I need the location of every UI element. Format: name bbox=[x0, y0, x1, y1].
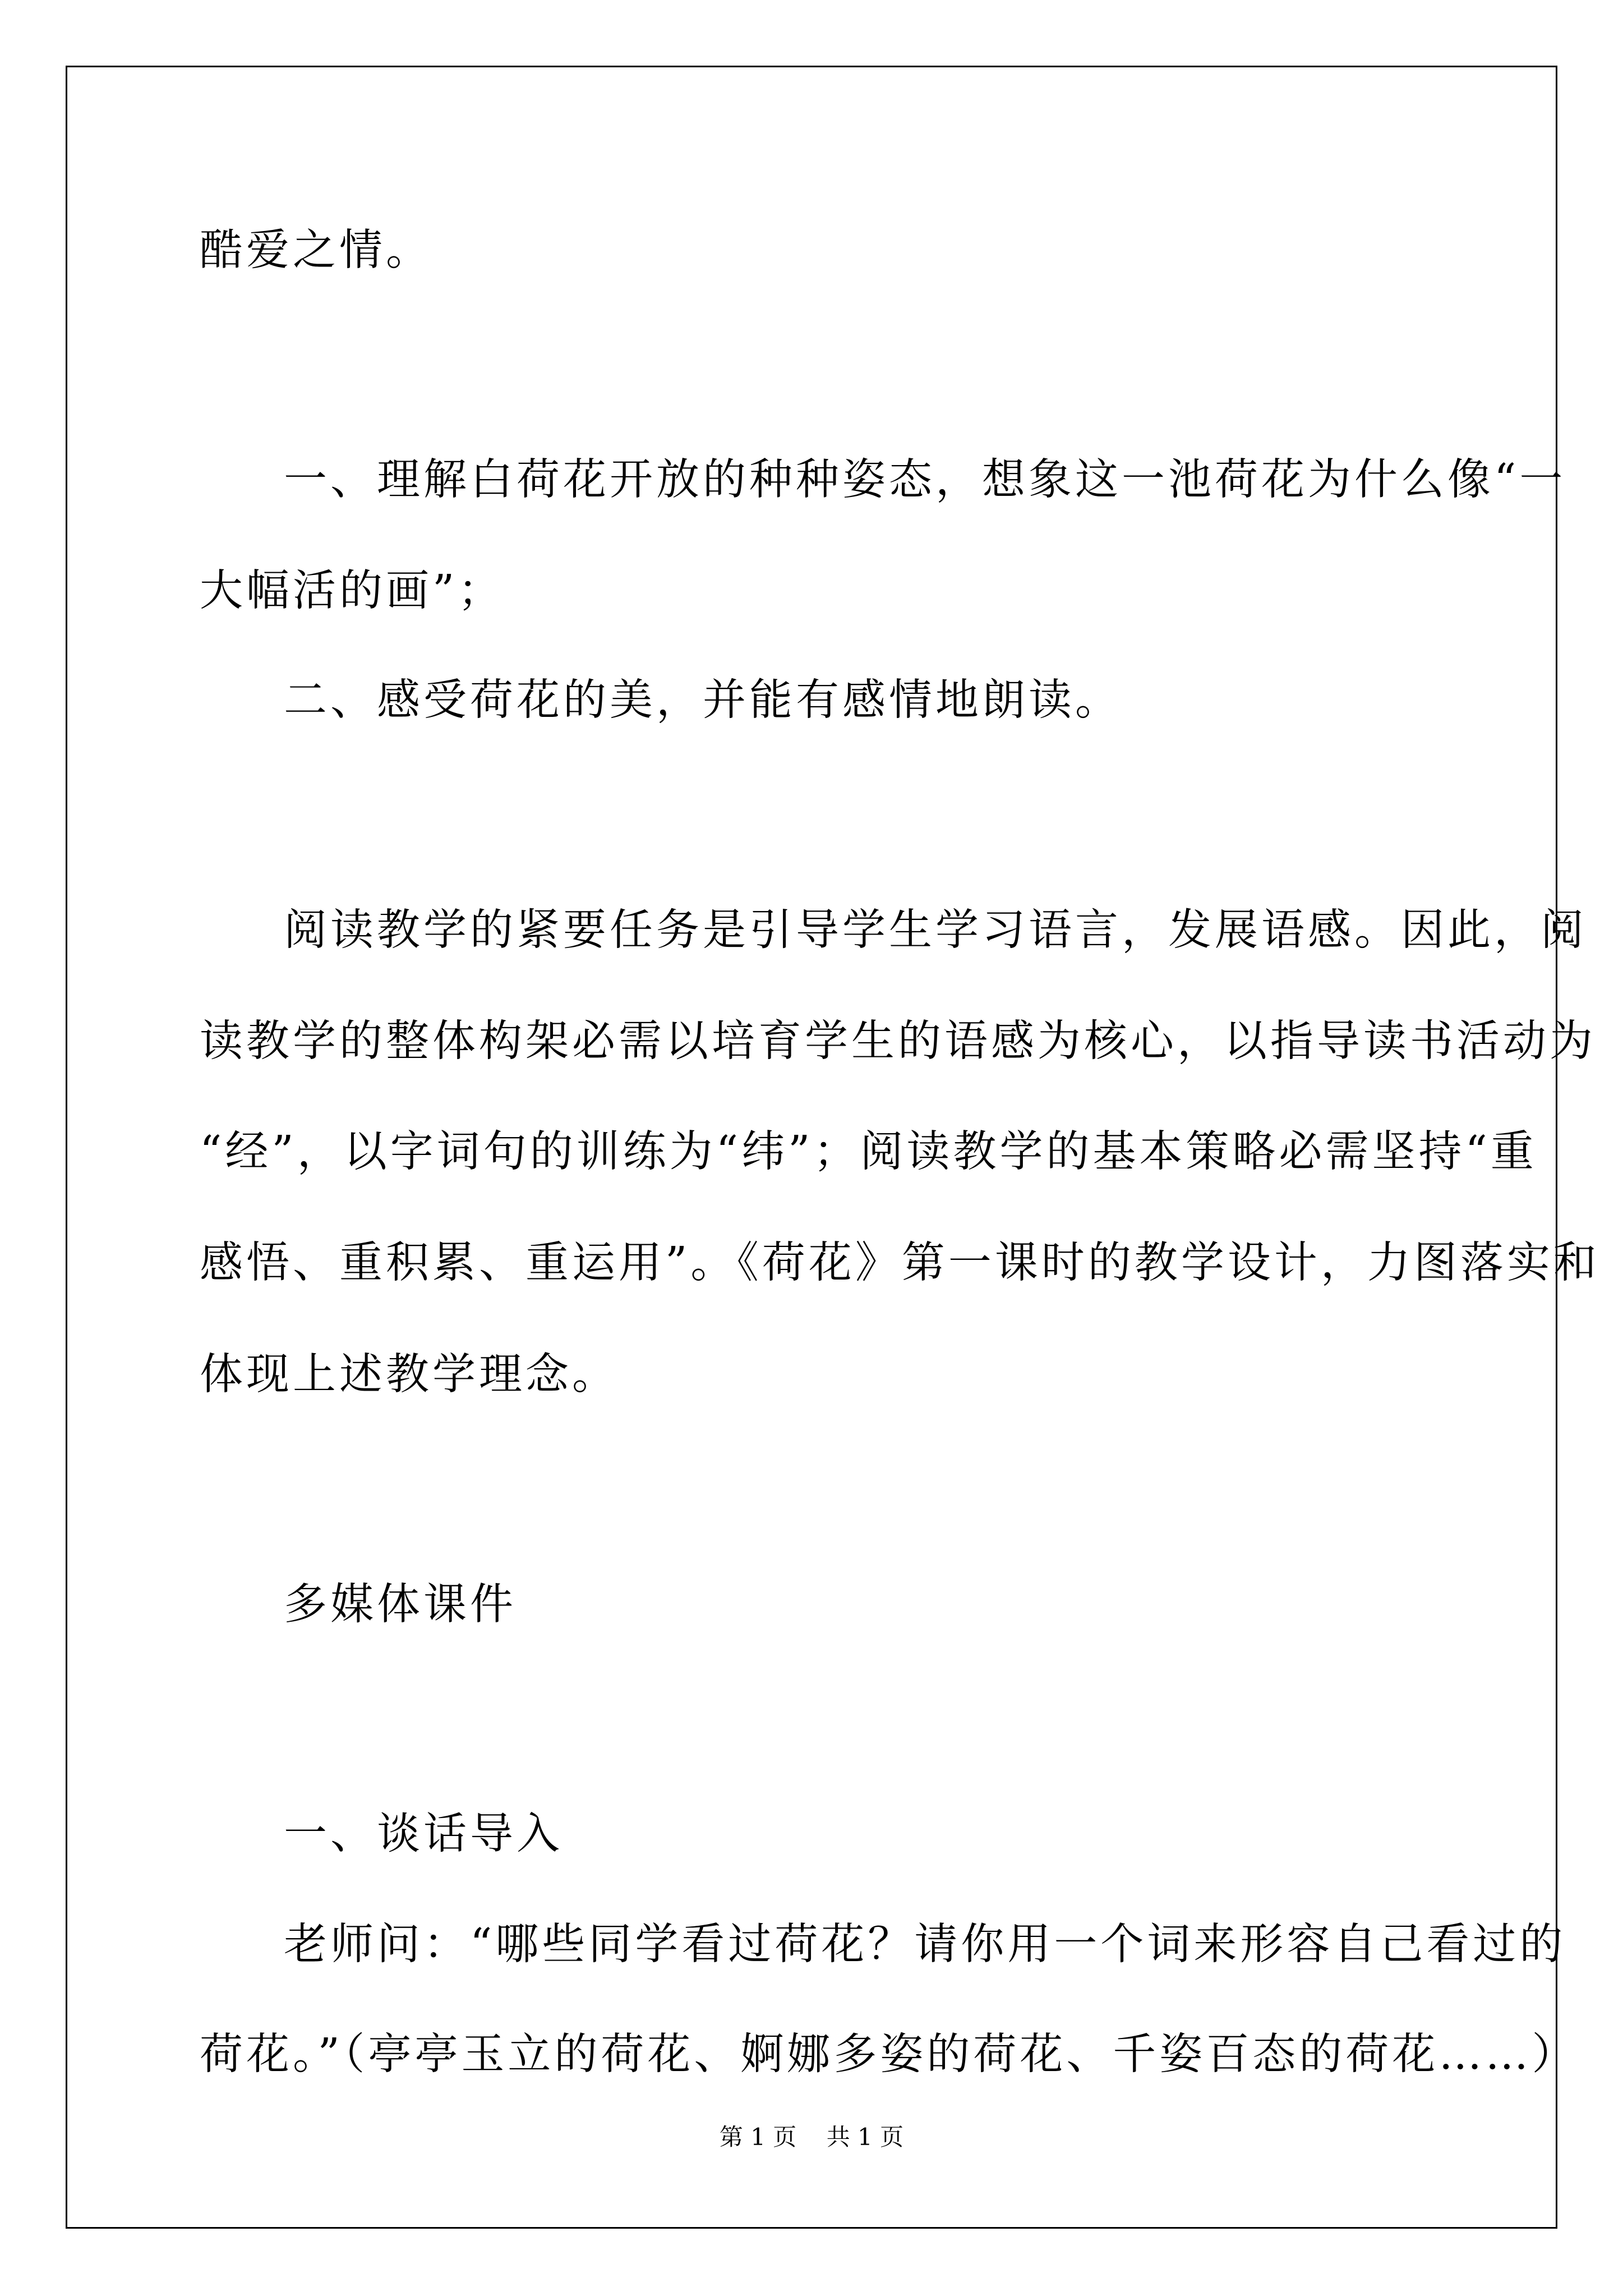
paragraph-line: 感悟、重积累、重运用”。《荷花》第一课时的教学设计，力图落实和 bbox=[200, 1238, 1600, 1288]
paragraph-line: 酷爱之情。 bbox=[200, 226, 432, 275]
section-heading: 一、谈话导入 bbox=[284, 1809, 563, 1859]
paragraph-line: “经”，以字词句的训练为“纬”；阅读教学的基本策略必需坚持“重 bbox=[200, 1127, 1537, 1177]
paragraph-line: 读教学的整体构架必需以培育学生的语感为核心，以指导读书活动为 bbox=[200, 1016, 1596, 1066]
page-number-footer: 第 1 页 共 1 页 bbox=[719, 2123, 904, 2151]
paragraph-line: 体现上述教学理念。 bbox=[200, 1350, 619, 1400]
paragraph-line: 大幅活的画”； bbox=[200, 566, 505, 616]
paragraph-line: 多媒体课件 bbox=[284, 1580, 517, 1630]
paragraph-line: 荷花。”（亭亭玉立的荷花、婀娜多姿的荷花、千姿百态的荷花……） bbox=[200, 2030, 1579, 2079]
paragraph-line: 阅读教学的紧要任务是引导学生学习语言，发展语感。因此，阅 bbox=[284, 905, 1587, 955]
paragraph-line: 老师问：“哪些同学看过荷花？请你用一个词来形容自己看过的 bbox=[284, 1920, 1566, 1970]
paragraph-line: 一、理解白荷花开放的种种姿态，想象这一池荷花为什么像“一 bbox=[284, 455, 1566, 505]
paragraph-line: 二、感受荷花的美，并能有感情地朗读。 bbox=[284, 675, 1122, 725]
